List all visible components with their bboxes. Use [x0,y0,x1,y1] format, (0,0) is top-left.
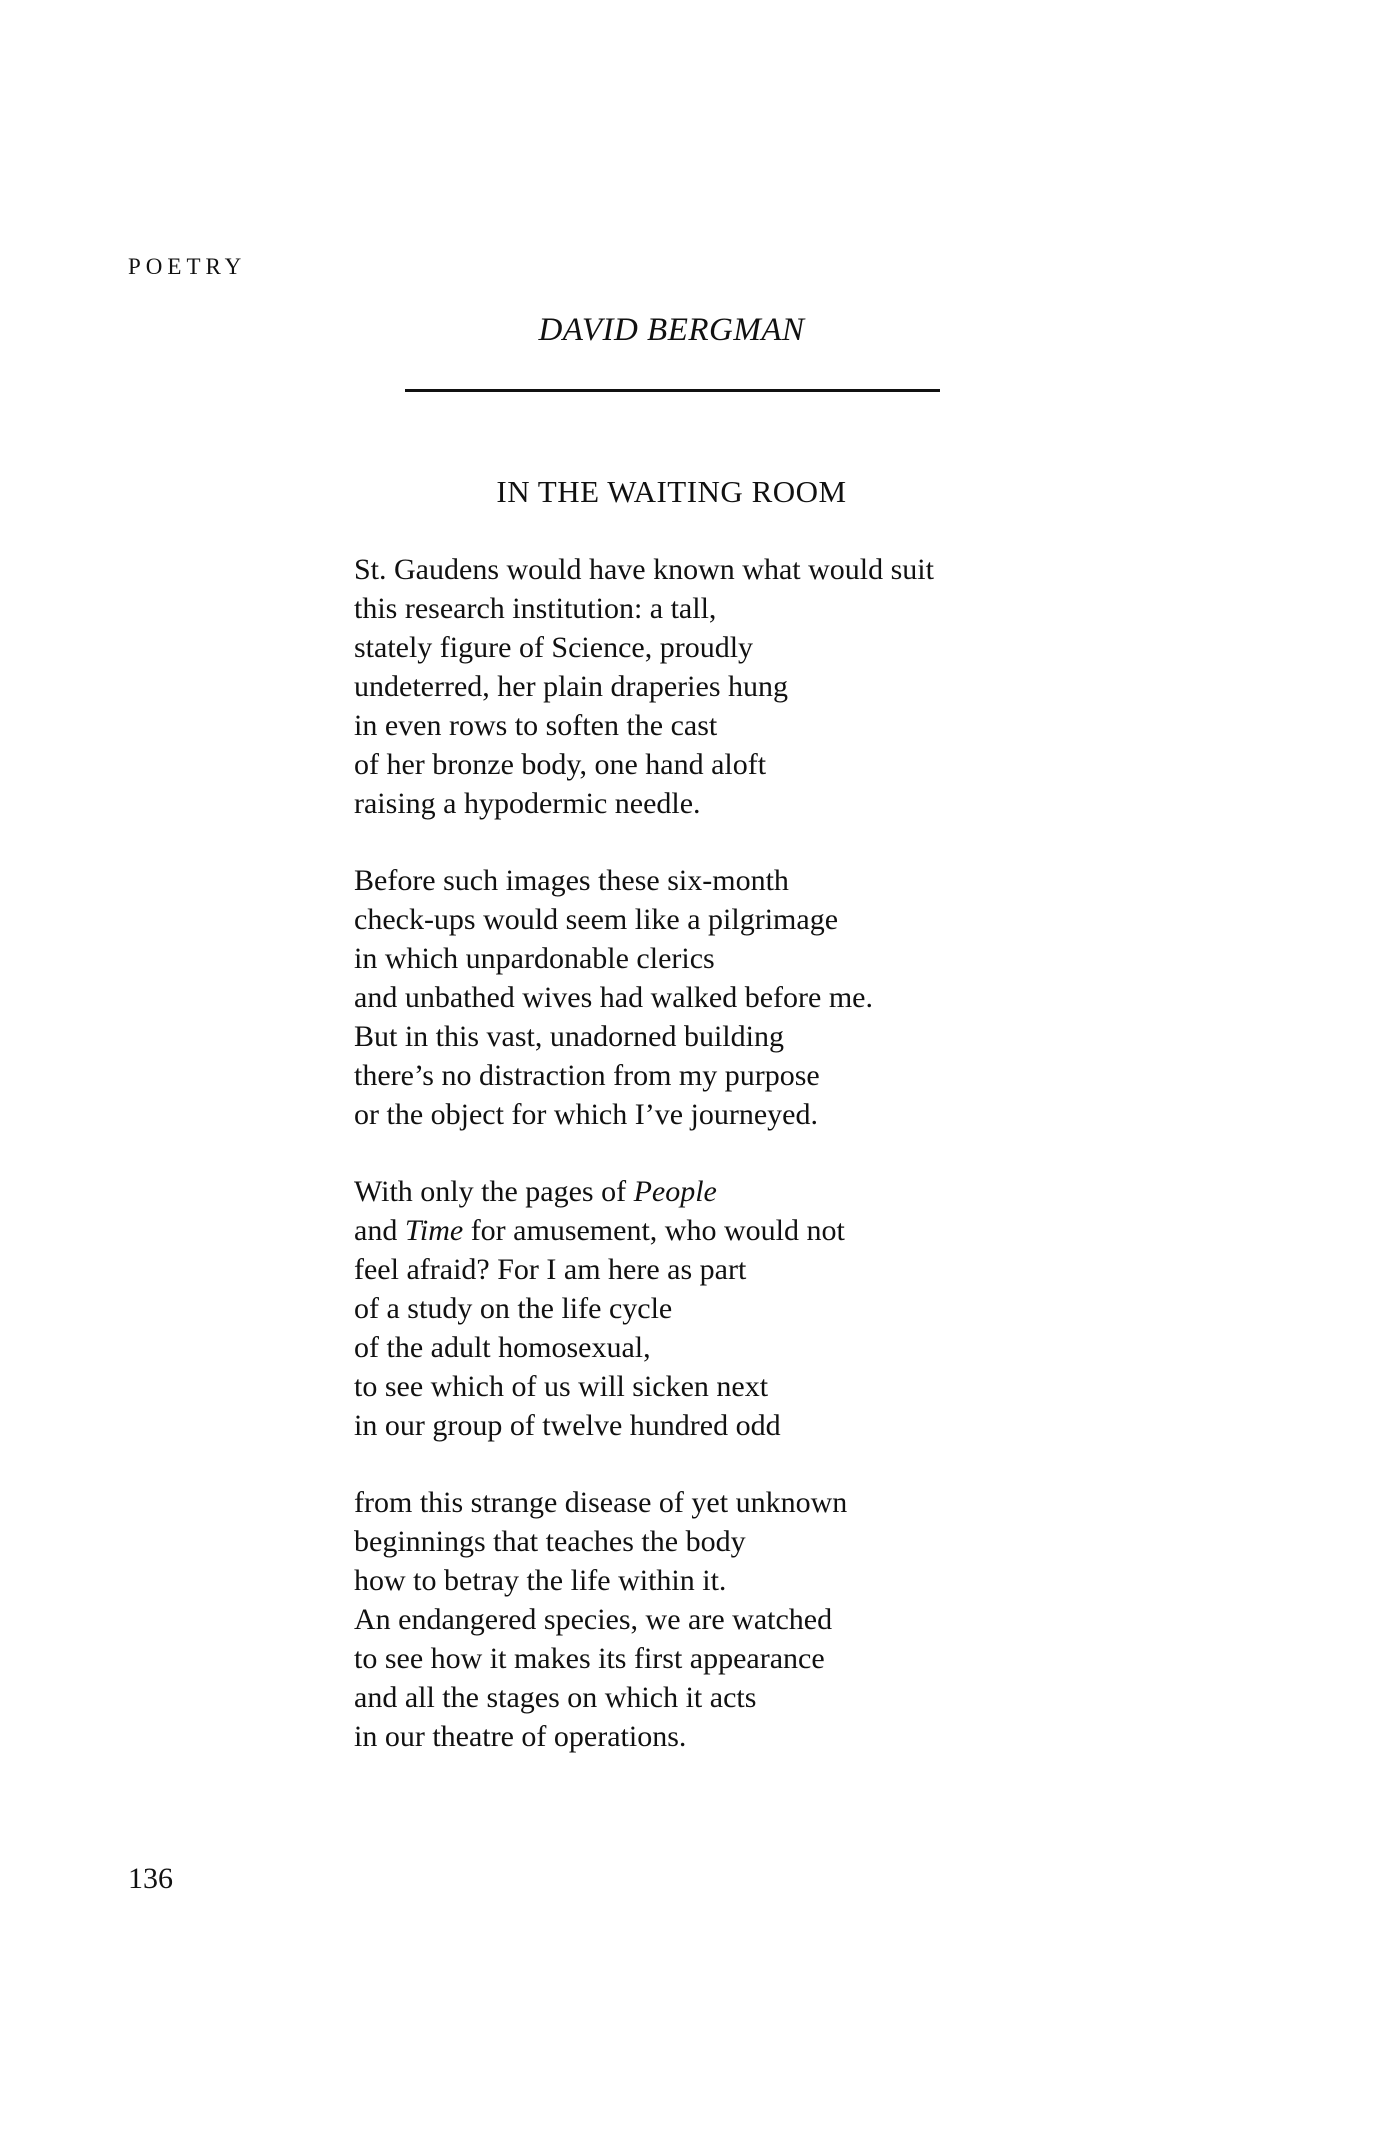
line-text: in our theatre of operations. [354,1720,687,1753]
line-text: of her bronze body, one hand aloft [354,748,767,781]
line-text: for amusement, who would not [463,1214,845,1247]
line-text: check-ups would seem like a pilgrimage [354,903,839,936]
stanza [354,1172,1254,1445]
poem-line [354,706,1254,745]
poem-line [354,1172,1254,1211]
line-text: and all the stages on which it acts [354,1681,757,1714]
poem-line [354,1561,1254,1600]
line-text: undeterred, her plain draperies hung [354,670,788,703]
poem-title: IN THE WAITING ROOM [496,474,847,509]
line-text: An endangered species, we are watched [354,1603,833,1636]
poem-line [354,1639,1254,1678]
stanza [354,1483,1254,1756]
line-text: With only the pages of [354,1175,634,1208]
poem-line [354,1483,1254,1522]
poem-line [354,1406,1254,1445]
line-text: and [354,1214,405,1247]
poem-line [354,628,1254,667]
poem-line [354,784,1254,823]
poem-line [354,667,1254,706]
poem-line [354,1056,1254,1095]
line-text: in which unpardonable clerics [354,942,715,975]
poem-line [354,550,1254,589]
poem-body [354,550,1254,1794]
line-text: stately figure of Science, proudly [354,631,754,664]
italic-title: Time [404,1214,464,1247]
poem-line [354,1289,1254,1328]
poem-line [354,1017,1254,1056]
italic-title: People [633,1175,717,1208]
page-number: 136 [128,1862,173,1895]
line-text: But in this vast, unadorned building [354,1020,784,1053]
poem-line [354,1367,1254,1406]
poem-line [354,861,1254,900]
author-name: DAVID BERGMAN [538,312,805,348]
poem-line [354,978,1254,1017]
poem-line [354,1095,1254,1134]
poem-line [354,1328,1254,1367]
poem-line [354,745,1254,784]
line-text: St. Gaudens would have known what would suit [354,553,934,586]
stanza [354,550,1254,823]
line-text: in our group of twelve hundred odd [354,1409,781,1442]
title-rule [405,389,940,392]
poem-line [354,1678,1254,1717]
running-head: POETRY [128,254,247,279]
stanza [354,861,1254,1134]
poem-line [354,589,1254,628]
line-text: there’s no distraction from my purpose [354,1059,820,1092]
poem-line [354,1211,1254,1250]
line-text: in even rows to soften the cast [354,709,718,742]
poem-line [354,1250,1254,1289]
poem-line [354,1717,1254,1756]
line-text: to see how it makes its first appearance [354,1642,825,1675]
line-text: this research institution: a tall, [354,592,717,625]
line-text: of a study on the life cycle [354,1292,673,1325]
poem-line [354,1600,1254,1639]
line-text: beginnings that teaches the body [354,1525,746,1558]
line-text: and unbathed wives had walked before me. [354,981,873,1014]
line-text: to see which of us will sicken next [354,1370,769,1403]
poem-line [354,939,1254,978]
line-text: Before such images these six-month [354,864,789,897]
line-text: feel afraid? For I am here as part [354,1253,747,1286]
poem-line [354,1522,1254,1561]
line-text: how to betray the life within it. [354,1564,727,1597]
line-text: raising a hypodermic needle. [354,787,701,820]
line-text: from this strange disease of yet unknown [354,1486,848,1519]
poem-line [354,900,1254,939]
line-text: of the adult homosexual, [354,1331,651,1364]
line-text: or the object for which I’ve journeyed. [354,1098,818,1131]
